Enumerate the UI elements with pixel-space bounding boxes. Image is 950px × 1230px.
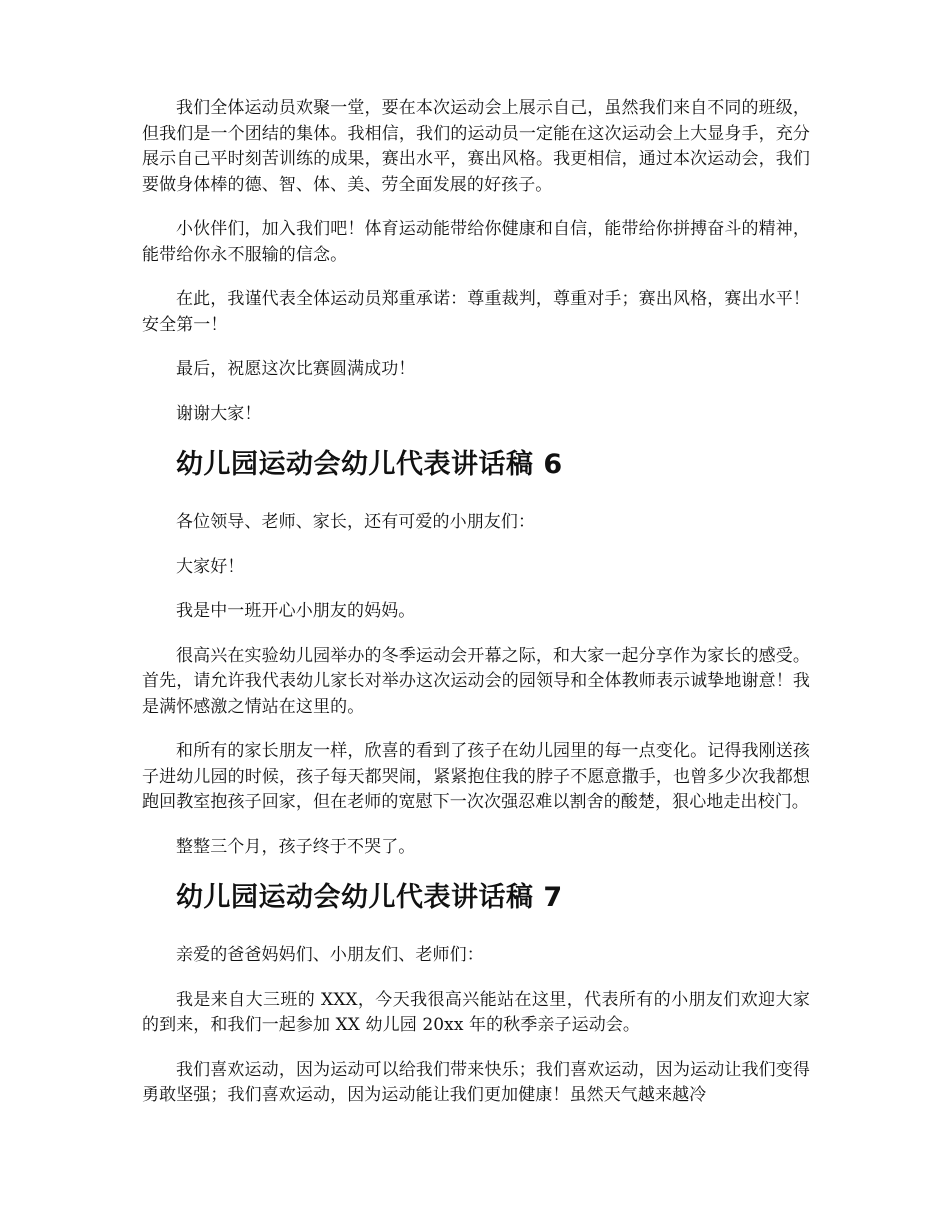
section-heading: 幼儿园运动会幼儿代表讲话稿 6 xyxy=(176,449,563,480)
body-paragraph: 小伙伴们，加入我们吧！体育运动能带给你健康和自信，能带给你拼搏奋斗的精神，能带给你永不服输的信念。 xyxy=(142,219,810,265)
body-paragraph: 我们喜欢运动，因为运动可以给我们带来快乐；我们喜欢运动，因为运动让我们变得勇敢坚强；我们喜欢运动，因为运动能让我们更加健康！虽然天气越来越冷 xyxy=(142,1059,810,1105)
body-paragraph: 我是来自大三班的 XXX，今天我很高兴能站在这里，代表所有的小朋友们欢迎大家的到来，和我们一起参加 XX 幼儿园 20xx 年的秋季亲子运动会。 xyxy=(142,989,810,1035)
body-paragraph: 最后，祝愿这次比赛圆满成功！ xyxy=(176,359,416,379)
salutation-paragraph: 亲爱的爸爸妈妈们、小朋友们、老师们： xyxy=(176,945,484,965)
section-heading: 幼儿园运动会幼儿代表讲话稿 7 xyxy=(176,882,563,913)
body-paragraph: 我们全体运动员欢聚一堂，要在本次运动会上展示自己，虽然我们来自不同的班级，但我们是一个团结的集体。我相信，我们的运动员一定能在这次运动会上大显身手，充分展示自己平时刻苦训练的成果，赛出水平，赛出风格。我更相信，通过本次运动会，我们要做身体棒的德、智、体、美、劳全面发展的好孩子。 xyxy=(142,98,810,195)
salutation-paragraph: 各位领导、老师、家长，还有可爱的小朋友们： xyxy=(176,512,536,532)
greeting-paragraph: 大家好！ xyxy=(176,556,245,577)
document-page xyxy=(142,96,810,1128)
body-paragraph: 谢谢大家！ xyxy=(176,403,262,424)
body-paragraph: 很高兴在实验幼儿园举办的冬季运动会开幕之际，和大家一起分享作为家长的感受。首先，请允许我代表幼儿家长对举办这次运动会的园领导和全体教师表示诚挚地谢意！我是满怀感激之情站在这里的。 xyxy=(142,645,810,717)
body-paragraph: 在此，我谨代表全体运动员郑重承诺：尊重裁判，尊重对手；赛出风格，赛出水平！安全第一！ xyxy=(142,289,810,335)
body-paragraph: 我是中一班开心小朋友的妈妈。 xyxy=(176,601,416,621)
body-paragraph: 和所有的家长朋友一样，欣喜的看到了孩子在幼儿园里的每一点变化。记得我刚送孩子进幼儿园的时候，孩子每天都哭闹，紧紧抱住我的脖子不愿意撒手，也曾多少次我都想跑回教室抱孩子回家，但在老师的宽慰下一次次强忍难以割舍的酸楚，狠心地走出校门。 xyxy=(142,741,810,812)
body-paragraph: 整整三个月，孩子终于不哭了。 xyxy=(176,836,416,857)
